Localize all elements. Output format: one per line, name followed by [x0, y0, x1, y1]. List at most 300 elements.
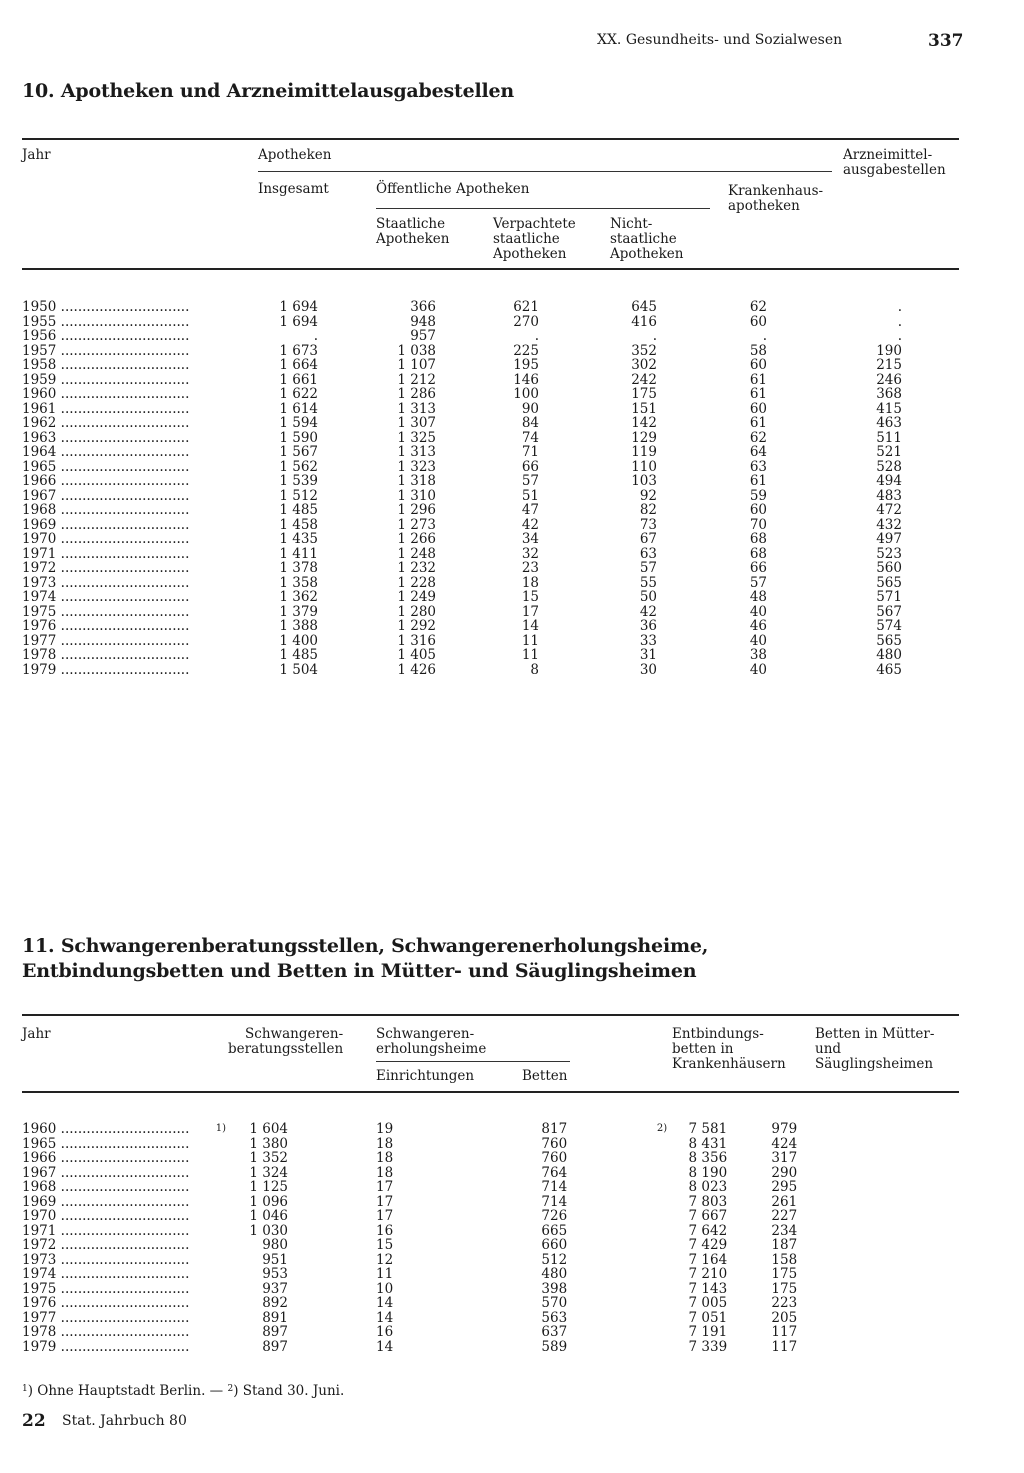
value-cell: 1 400: [279, 632, 318, 649]
value-cell: 146: [513, 371, 539, 388]
value-cell: 14: [521, 618, 539, 634]
footer-page-number: 22: [22, 1411, 46, 1431]
value-cell: 7 051: [688, 1309, 728, 1326]
value-cell: 57: [521, 473, 539, 489]
value-cell: 290: [771, 1164, 798, 1181]
value-cell: 34: [521, 531, 539, 547]
year-cell: 1962 ..............................: [22, 416, 190, 431]
value-cell: 563: [541, 1309, 568, 1326]
value-cell: 61: [749, 386, 767, 402]
value-cell: .: [313, 328, 318, 344]
value-cell: 760: [541, 1150, 568, 1166]
value-cell: 18: [521, 574, 539, 591]
year-cell: 1977 ..............................: [22, 1310, 190, 1325]
value-cell: 951: [262, 1251, 288, 1268]
year-cell: 1969 ..............................: [22, 517, 190, 532]
value-cell: 891: [262, 1309, 288, 1326]
value-cell: 1 485: [279, 502, 318, 518]
value-cell: 1 362: [279, 589, 318, 605]
value-cell: 117: [771, 1338, 798, 1355]
footnote-marker: [589, 1209, 667, 1224]
table-10-header-rule: [22, 268, 959, 270]
footnote-marker: [212, 1224, 226, 1239]
value-cell: 415: [876, 400, 902, 417]
value-cell: 64: [749, 444, 767, 460]
footnote-marker: [589, 1238, 667, 1253]
value-cell: 472: [876, 502, 902, 518]
value-cell: 1 411: [279, 545, 318, 562]
table-row: [22, 344, 902, 359]
table-row: [22, 387, 902, 402]
value-cell: 18: [376, 1150, 394, 1166]
value-cell: 92: [639, 487, 657, 504]
table-row: [22, 1224, 797, 1239]
footnote-marker: [212, 1238, 226, 1253]
value-cell: 1 358: [279, 574, 318, 591]
table-row: [22, 358, 902, 373]
value-cell: 234: [771, 1222, 798, 1239]
value-cell: 151: [631, 400, 657, 417]
t11-erholung-rule: [376, 1061, 570, 1062]
value-cell: 175: [771, 1280, 798, 1297]
value-cell: 1 426: [397, 661, 436, 678]
footnote-marker: [212, 1267, 226, 1282]
year-cell: 1967 ..............................: [22, 1165, 190, 1180]
value-cell: 1 266: [397, 531, 436, 547]
value-cell: 317: [771, 1150, 798, 1166]
value-cell: 521: [876, 444, 902, 460]
footnote-marker: [212, 1311, 226, 1326]
table-row: [22, 460, 902, 475]
value-cell: 61: [749, 473, 767, 489]
value-cell: 511: [876, 429, 902, 446]
t11-col-entbindung: Entbindungs- betten in Krankenhäusern: [672, 1026, 786, 1072]
value-cell: 1 313: [397, 444, 436, 460]
value-cell: 948: [410, 313, 436, 330]
table-10-body: [22, 300, 902, 677]
table-row: [22, 474, 902, 489]
footnote-marker: [589, 1151, 667, 1166]
t10-col-oeffentliche: Öffentliche Apotheken: [376, 181, 530, 197]
value-cell: 957: [410, 328, 436, 344]
value-cell: 979: [771, 1121, 798, 1137]
value-cell: 1 318: [397, 473, 436, 489]
value-cell: 261: [771, 1193, 798, 1210]
value-cell: 1 435: [279, 531, 318, 547]
value-cell: 33: [639, 632, 657, 649]
value-cell: 57: [749, 574, 767, 591]
value-cell: 1 590: [279, 429, 318, 446]
value-cell: 1 380: [249, 1135, 288, 1152]
value-cell: 565: [876, 632, 902, 649]
value-cell: 1 694: [279, 313, 318, 330]
year-cell: 1971 ..............................: [22, 546, 190, 561]
value-cell: 67: [639, 531, 657, 547]
value-cell: 60: [749, 357, 767, 373]
table-row: [22, 1137, 797, 1152]
t10-col-apotheken: Apotheken: [258, 147, 332, 163]
value-cell: 497: [876, 531, 902, 547]
value-cell: 68: [749, 545, 767, 562]
value-cell: 7 005: [688, 1295, 728, 1311]
value-cell: 953: [262, 1266, 288, 1282]
footnote-marker: [589, 1195, 667, 1210]
value-cell: 62: [749, 299, 767, 315]
value-cell: 7 429: [688, 1237, 728, 1253]
table-row: [22, 547, 902, 562]
value-cell: 1 458: [279, 516, 318, 533]
year-cell: 1970 ..............................: [22, 532, 190, 547]
value-cell: 61: [749, 371, 767, 388]
value-cell: 980: [262, 1237, 288, 1253]
value-cell: 637: [541, 1324, 568, 1340]
value-cell: .: [652, 328, 657, 344]
footnote-marker: [212, 1151, 226, 1166]
value-cell: 12: [376, 1251, 394, 1268]
value-cell: 48: [749, 589, 767, 605]
value-cell: 714: [541, 1193, 568, 1210]
table-row: [22, 576, 902, 591]
value-cell: 18: [376, 1164, 394, 1181]
value-cell: 1 378: [279, 560, 318, 576]
value-cell: 205: [771, 1309, 798, 1326]
year-cell: 1977 ..............................: [22, 633, 190, 648]
footnote-marker: [212, 1209, 226, 1224]
year-cell: 1974 ..............................: [22, 590, 190, 605]
value-cell: 726: [541, 1208, 568, 1224]
value-cell: 7 642: [688, 1222, 728, 1239]
value-cell: 70: [749, 516, 767, 533]
table-row: [22, 1253, 797, 1268]
value-cell: 463: [876, 415, 902, 431]
year-cell: 1969 ..............................: [22, 1194, 190, 1209]
value-cell: 242: [631, 371, 657, 388]
value-cell: 18: [376, 1135, 394, 1152]
table-10-title: 10. Apotheken und Arzneimittelausgabestellen: [22, 80, 514, 102]
value-cell: 175: [631, 386, 657, 402]
footnote-marker: [589, 1267, 667, 1282]
value-cell: 82: [639, 502, 657, 518]
value-cell: 40: [749, 661, 767, 678]
value-cell: 17: [376, 1208, 394, 1224]
footnote-marker: [589, 1253, 667, 1268]
year-cell: 1956 ..............................: [22, 329, 190, 344]
value-cell: 61: [749, 415, 767, 431]
year-cell: 1963 ..............................: [22, 430, 190, 445]
year-cell: 1966 ..............................: [22, 474, 190, 489]
value-cell: 368: [876, 386, 902, 402]
year-cell: 1974 ..............................: [22, 1267, 190, 1282]
value-cell: 73: [639, 516, 657, 533]
year-cell: 1968 ..............................: [22, 1180, 190, 1195]
footnote-marker: [589, 1166, 667, 1181]
table-11-title-line1: 11. Schwangerenberatungsstellen, Schwangerenerholungsheime,: [22, 935, 709, 957]
value-cell: 270: [513, 313, 539, 330]
year-cell: 1965 ..............................: [22, 1136, 190, 1151]
t11-col-betten: Betten: [522, 1068, 568, 1084]
table-row: [22, 634, 902, 649]
year-cell: 1968 ..............................: [22, 503, 190, 518]
value-cell: 366: [410, 299, 436, 315]
table-row: [22, 1325, 797, 1340]
t10-col-staatliche: Staatliche Apotheken: [376, 216, 450, 247]
table-row: [22, 1340, 797, 1355]
value-cell: 55: [639, 574, 657, 591]
value-cell: 817: [541, 1121, 568, 1137]
table-row: [22, 648, 902, 663]
value-cell: 14: [376, 1295, 394, 1311]
value-cell: 42: [521, 516, 539, 533]
value-cell: 1 324: [249, 1164, 288, 1181]
footnote-marker: [589, 1311, 667, 1326]
value-cell: 7 803: [688, 1193, 728, 1210]
table-row: [22, 445, 902, 460]
table-row: [22, 503, 902, 518]
t10-apotheken-rule: [258, 171, 832, 172]
t10-col-nicht: Nicht- staatliche Apotheken: [610, 216, 684, 262]
value-cell: 1 567: [279, 444, 318, 460]
value-cell: 47: [521, 502, 539, 518]
value-cell: 15: [376, 1237, 394, 1253]
value-cell: 567: [876, 603, 902, 620]
value-cell: 1 562: [279, 458, 318, 475]
table-row: [22, 1166, 797, 1181]
value-cell: 1 485: [279, 647, 318, 663]
value-cell: 68: [749, 531, 767, 547]
value-cell: 1 232: [397, 560, 436, 576]
value-cell: 1 310: [397, 487, 436, 504]
table-row: [22, 532, 902, 547]
year-cell: 1967 ..............................: [22, 488, 190, 503]
value-cell: 528: [876, 458, 902, 475]
footnote-marker: [212, 1253, 226, 1268]
value-cell: 398: [541, 1280, 568, 1297]
value-cell: 937: [262, 1280, 288, 1297]
year-cell: 1972 ..............................: [22, 1238, 190, 1253]
year-cell: 1971 ..............................: [22, 1223, 190, 1238]
year-cell: 1960 ..............................: [22, 1122, 190, 1137]
value-cell: 1 096: [249, 1193, 288, 1210]
value-cell: 142: [631, 415, 657, 431]
value-cell: 17: [376, 1179, 394, 1195]
value-cell: 60: [749, 313, 767, 330]
value-cell: 16: [376, 1222, 394, 1239]
value-cell: 621: [513, 299, 539, 315]
year-cell: 1978 ..............................: [22, 1325, 190, 1340]
value-cell: 66: [521, 458, 539, 475]
value-cell: 7 581: [688, 1121, 728, 1137]
value-cell: 74: [521, 429, 539, 446]
year-cell: 1961 ..............................: [22, 401, 190, 416]
value-cell: 40: [749, 603, 767, 620]
table-row: [22, 489, 902, 504]
value-cell: 1 661: [279, 371, 318, 388]
value-cell: 1 038: [397, 342, 436, 359]
table-row: [22, 1296, 797, 1311]
footnote-marker: 2): [656, 1123, 668, 1134]
year-cell: 1973 ..............................: [22, 1252, 190, 1267]
footnote-marker: 1): [215, 1123, 226, 1134]
value-cell: 7 164: [688, 1251, 728, 1268]
value-cell: 665: [541, 1222, 568, 1239]
value-cell: 7 191: [688, 1324, 728, 1340]
value-cell: 227: [771, 1208, 798, 1224]
value-cell: 897: [262, 1338, 288, 1355]
value-cell: .: [762, 328, 767, 344]
value-cell: .: [897, 299, 902, 315]
value-cell: 7 210: [688, 1266, 728, 1282]
value-cell: 16: [376, 1324, 394, 1340]
t10-col-verpachtete: Verpachtete staatliche Apotheken: [493, 216, 576, 262]
value-cell: .: [897, 313, 902, 330]
value-cell: 7 339: [688, 1338, 728, 1355]
table-row: [22, 431, 902, 446]
value-cell: 42: [639, 603, 657, 620]
value-cell: 7 143: [688, 1280, 728, 1297]
table-row: [22, 663, 902, 678]
value-cell: 1 694: [279, 299, 318, 315]
value-cell: 63: [749, 458, 767, 475]
table-11-top-rule: [22, 1014, 959, 1016]
table-row: [22, 590, 902, 605]
table-row: [22, 1267, 797, 1282]
value-cell: 1 125: [249, 1179, 288, 1195]
value-cell: 38: [749, 647, 767, 663]
value-cell: 1 614: [279, 400, 318, 417]
value-cell: 1 212: [397, 371, 436, 388]
value-cell: 8 431: [688, 1135, 728, 1152]
value-cell: 246: [876, 371, 902, 388]
value-cell: 59: [749, 487, 767, 504]
year-cell: 1955 ..............................: [22, 314, 190, 329]
value-cell: 1 249: [397, 589, 436, 605]
value-cell: 1 512: [279, 487, 318, 504]
value-cell: 46: [749, 618, 767, 634]
value-cell: 7 667: [688, 1208, 728, 1224]
value-cell: 1 594: [279, 415, 318, 431]
value-cell: 512: [541, 1251, 568, 1268]
value-cell: 1 673: [279, 342, 318, 359]
value-cell: 645: [631, 299, 657, 315]
value-cell: 60: [749, 400, 767, 417]
value-cell: 465: [876, 661, 902, 678]
year-cell: 1978 ..............................: [22, 648, 190, 663]
footnote-marker: [589, 1282, 667, 1297]
value-cell: 11: [376, 1266, 394, 1282]
value-cell: 36: [639, 618, 657, 634]
table-11-title-line2: Entbindungsbetten und Betten in Mütter- und Säuglingsheimen: [22, 960, 697, 982]
table-row: [22, 605, 902, 620]
value-cell: 30: [639, 661, 657, 678]
value-cell: 8 190: [688, 1164, 728, 1181]
footer-source: Stat. Jahrbuch 80: [62, 1413, 187, 1429]
value-cell: 494: [876, 473, 902, 489]
table-row: [22, 402, 902, 417]
value-cell: 892: [262, 1295, 288, 1311]
year-cell: 1957 ..............................: [22, 343, 190, 358]
value-cell: 63: [639, 545, 657, 562]
value-cell: 100: [513, 386, 539, 402]
value-cell: 1 313: [397, 400, 436, 417]
value-cell: 1 664: [279, 357, 318, 373]
year-cell: 1965 ..............................: [22, 459, 190, 474]
t10-col-jahr: Jahr: [22, 147, 51, 163]
value-cell: 1 248: [397, 545, 436, 562]
value-cell: 574: [876, 618, 902, 634]
year-cell: 1973 ..............................: [22, 575, 190, 590]
value-cell: 90: [521, 400, 539, 417]
year-cell: 1975 ..............................: [22, 1281, 190, 1296]
table-row: [22, 1209, 797, 1224]
footnote-marker: [212, 1282, 226, 1297]
value-cell: 432: [876, 516, 902, 533]
t10-col-arznei: Arzneimittel- ausgabestellen: [843, 147, 946, 178]
value-cell: 1 388: [279, 618, 318, 634]
value-cell: 14: [376, 1309, 394, 1326]
value-cell: 1 622: [279, 386, 318, 402]
t10-col-kranken: Krankenhaus- apotheken: [728, 183, 824, 214]
year-cell: 1976 ..............................: [22, 619, 190, 634]
value-cell: 17: [521, 603, 539, 620]
value-cell: 32: [521, 545, 539, 562]
footnote-marker: [212, 1195, 226, 1210]
page-number: 337: [928, 31, 964, 51]
value-cell: 1 323: [397, 458, 436, 475]
value-cell: 15: [521, 589, 539, 605]
footnote-marker: [589, 1325, 667, 1340]
value-cell: 103: [631, 473, 657, 489]
value-cell: 129: [631, 429, 657, 446]
value-cell: 195: [513, 357, 539, 373]
year-cell: 1964 ..............................: [22, 445, 190, 460]
year-cell: 1975 ..............................: [22, 604, 190, 619]
footnote-marker: [589, 1340, 667, 1355]
table-row: [22, 373, 902, 388]
value-cell: 483: [876, 487, 902, 504]
value-cell: 424: [771, 1135, 798, 1152]
value-cell: 560: [876, 560, 902, 576]
footnote-marker: [212, 1296, 226, 1311]
value-cell: 215: [876, 357, 902, 373]
value-cell: 523: [876, 545, 902, 562]
value-cell: 1 046: [249, 1208, 288, 1224]
t10-col-insgesamt: Insgesamt: [258, 181, 329, 197]
value-cell: .: [534, 328, 539, 344]
table-row: [22, 1151, 797, 1166]
value-cell: 71: [521, 444, 539, 460]
table-row: [22, 1311, 797, 1326]
year-cell: 1958 ..............................: [22, 358, 190, 373]
value-cell: 571: [876, 589, 902, 605]
footnote-marker: [212, 1137, 226, 1152]
value-cell: 1 325: [397, 429, 436, 446]
year-cell: 1966 ..............................: [22, 1151, 190, 1166]
value-cell: 660: [541, 1237, 568, 1253]
year-cell: 1976 ..............................: [22, 1296, 190, 1311]
value-cell: 17: [376, 1193, 394, 1210]
value-cell: 1 352: [249, 1150, 288, 1166]
table-10-top-rule: [22, 138, 959, 140]
value-cell: 117: [771, 1324, 798, 1340]
value-cell: 764: [541, 1164, 568, 1181]
value-cell: 1 286: [397, 386, 436, 402]
value-cell: 225: [513, 342, 539, 359]
year-cell: 1979 ..............................: [22, 1339, 190, 1354]
table-11-body: [22, 1122, 797, 1354]
table-row: [22, 561, 902, 576]
value-cell: 119: [631, 444, 657, 460]
year-cell: 1979 ..............................: [22, 662, 190, 677]
